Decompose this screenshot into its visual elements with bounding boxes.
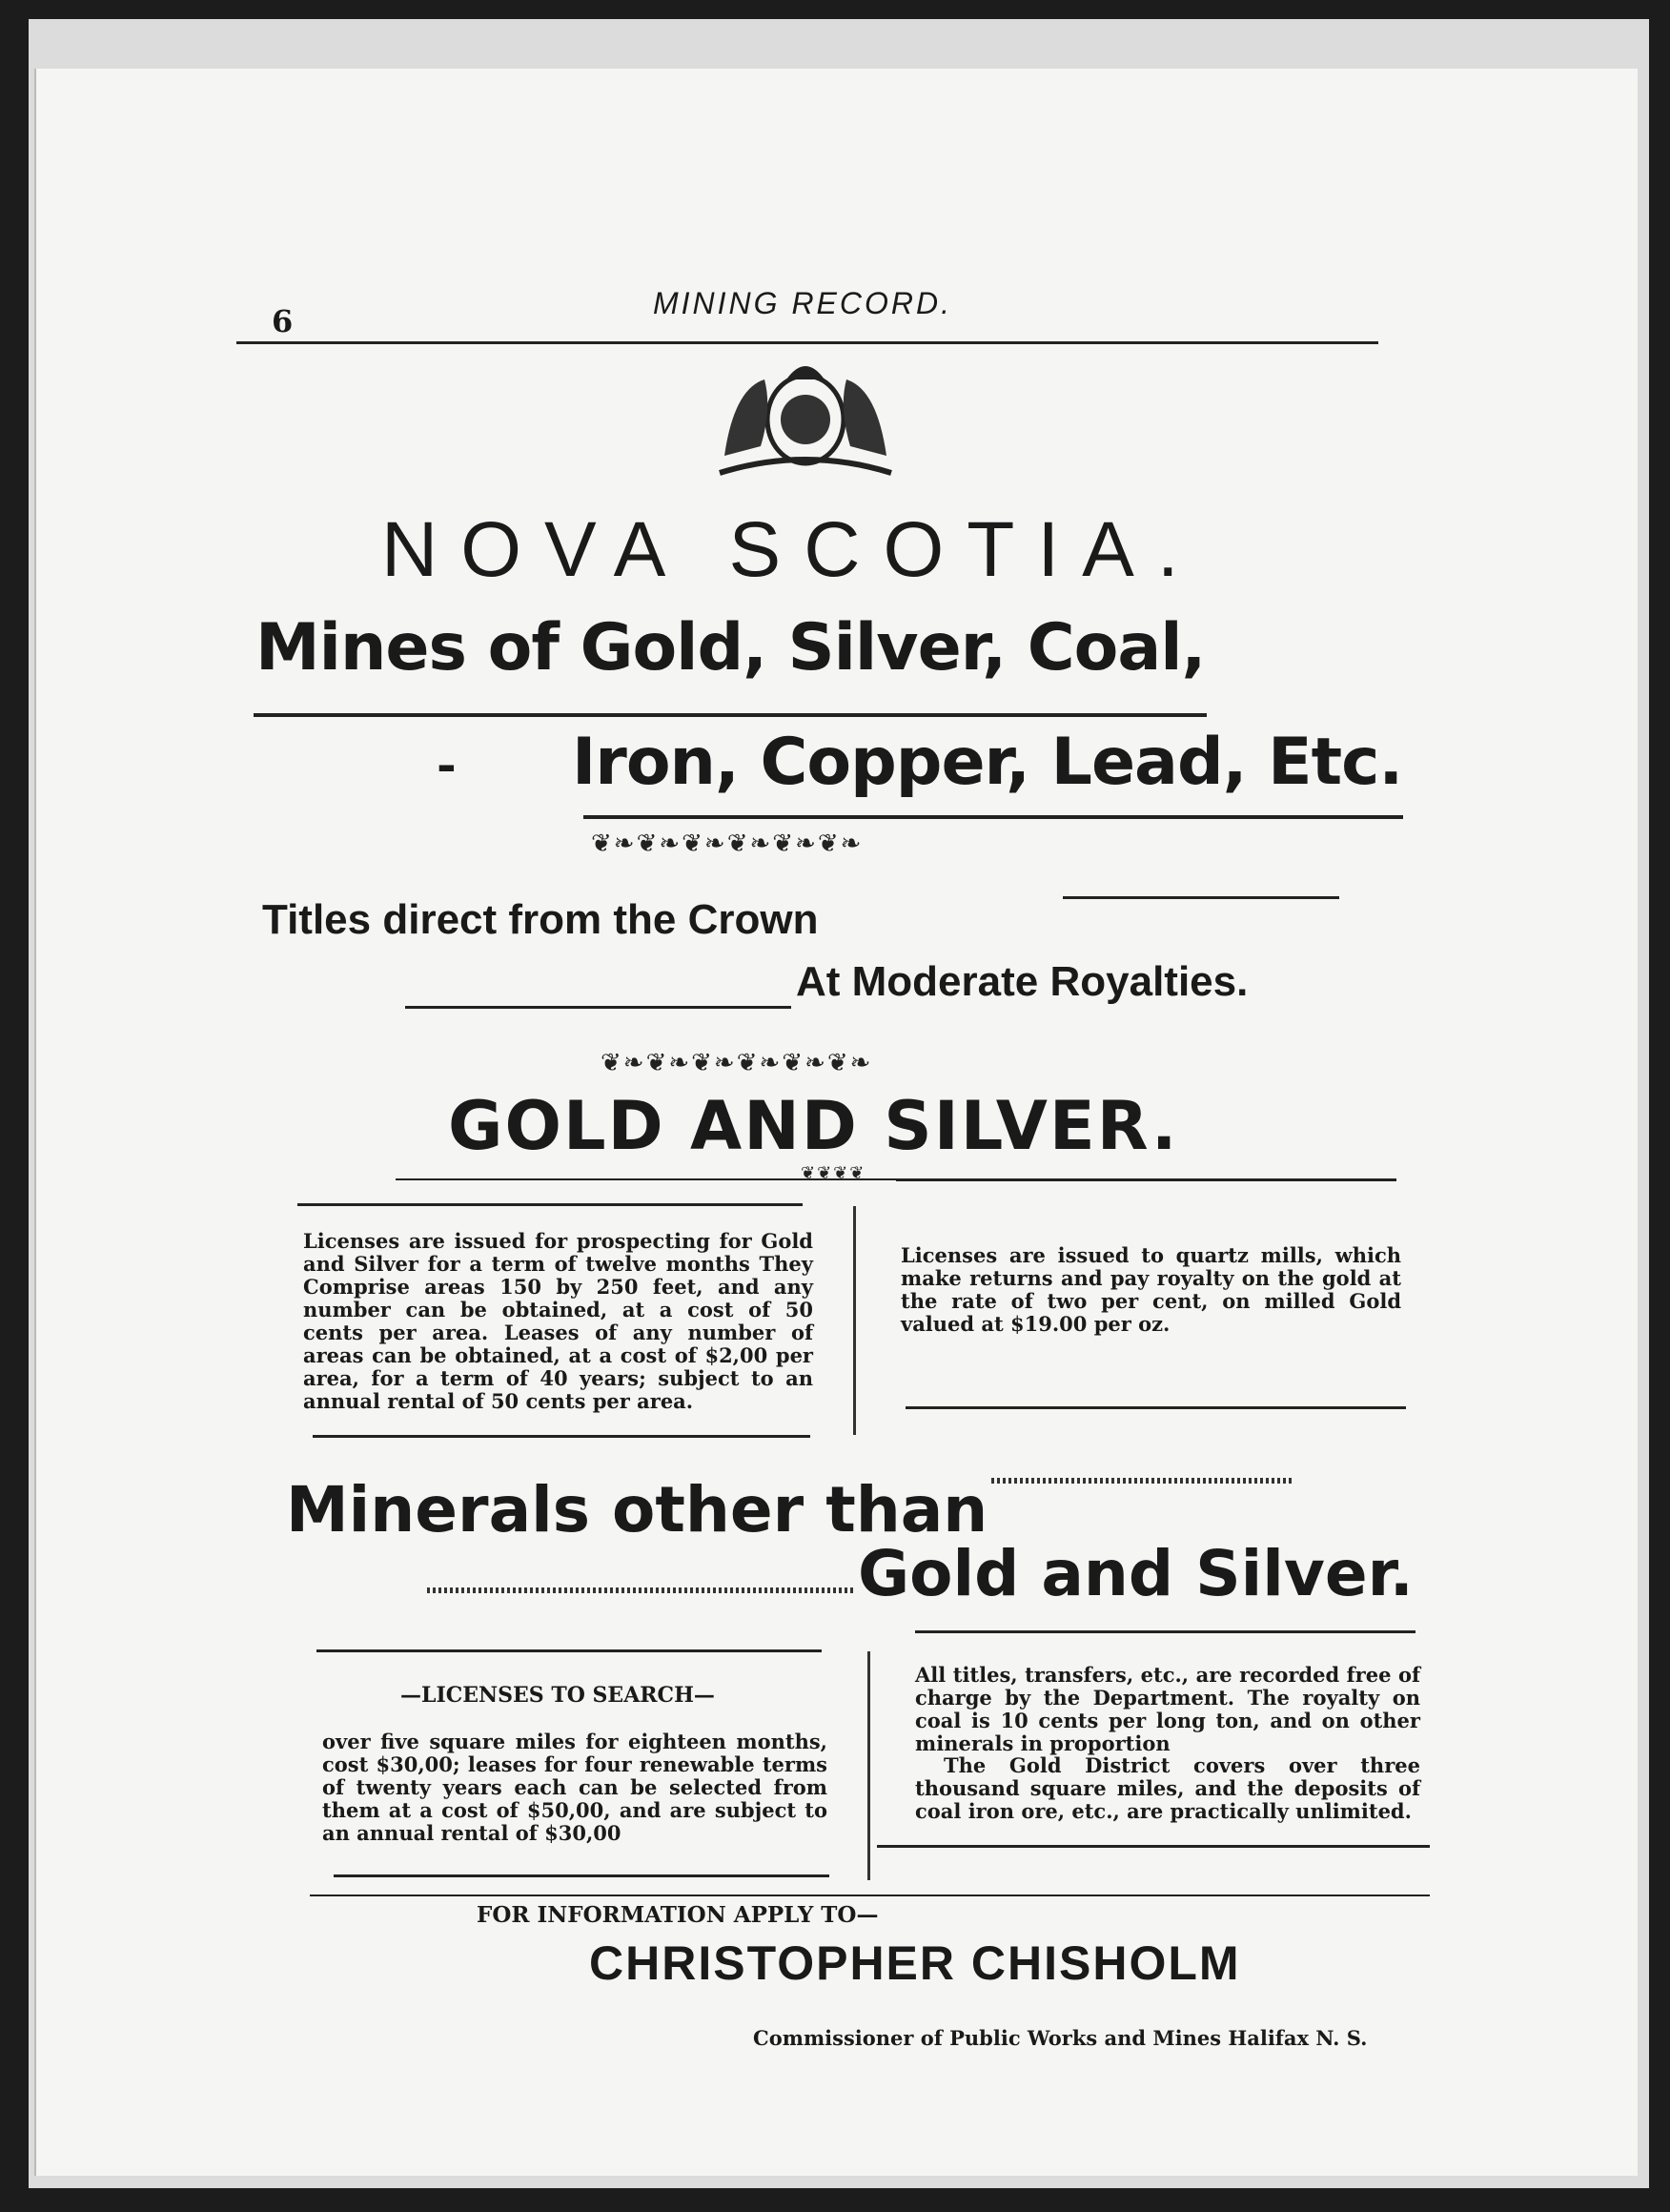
min-left-bottom-rule xyxy=(334,1874,829,1877)
min-right-top-rule xyxy=(915,1630,1415,1633)
gs-right-top-rule xyxy=(896,1178,1396,1181)
ornament-small: ❦❦❦❦ xyxy=(801,1163,866,1183)
gs-left-top-rule xyxy=(297,1203,803,1206)
gs-left-text: Licenses are issued for prospecting for Gold and Silver for a term of twelve months They Comprise areas 150 by 250 feet, and any number can be obtained, at a cost of 50 cents per area. Leases of any number of areas can be obtained, at a cost of $2,00 per area, for a term of 40 years; subject to an annual rental of 50 cents per area. xyxy=(303,1229,813,1413)
gold-silver-heading: GOLD AND SILVER. xyxy=(448,1087,1179,1165)
min-left-text: over five square miles for eighteen months, cost $30,00; leases for four renewable terms of twenty years each can be selected from them at a cost of $50,00, and are subject to an annual rental of $30,00 xyxy=(322,1730,827,1845)
running-title: MINING RECORD. xyxy=(653,286,952,320)
min-right-text: All titles, transfers, etc., are recorded free of charge by the Department. The royalty on coal is 10 cents per long ton, and on other minerals in proportion xyxy=(915,1663,1420,1755)
gs-left-bottom-rule xyxy=(313,1435,810,1438)
header-rule xyxy=(236,341,1378,344)
ornament-divider-1: ❦❧❦❧❦❧❦❧❦❧❦❧ xyxy=(591,830,864,858)
minerals-wavy-rule-1 xyxy=(991,1478,1292,1484)
titles-line-1: Titles direct from the Crown xyxy=(262,896,819,943)
min-right-bottom-rule xyxy=(877,1845,1430,1848)
royal-coat-of-arms-icon xyxy=(705,351,906,484)
gs-right-text: Licenses are issued to quartz mills, which make returns and pay royalty on the gold at the rate of two per cent, on milled Gold valued at $19.00 per oz. xyxy=(901,1243,1401,1336)
min-left-top-rule xyxy=(316,1649,822,1652)
gs-column-divider xyxy=(853,1206,856,1435)
licenses-to-search-heading: —LICENSES TO SEARCH— xyxy=(400,1683,715,1708)
footer-rule xyxy=(310,1895,1430,1896)
contact-name: CHRISTOPHER CHISHOLM xyxy=(589,1936,1241,1990)
min-right-text-2: The Gold District covers over three thousand square miles, and the deposits of coal iron ore, etc., are practically unlimited. xyxy=(915,1753,1420,1823)
min-column-divider xyxy=(867,1651,870,1880)
titles-rule-2 xyxy=(405,1006,791,1009)
headline-rule-2 xyxy=(583,815,1403,819)
minerals-heading-line-1: Minerals other than xyxy=(286,1473,988,1546)
headline-dash: - xyxy=(437,736,457,792)
page-number: 6 xyxy=(272,303,294,339)
minerals-wavy-rule-2 xyxy=(427,1587,854,1593)
titles-line-2: At Moderate Royalties. xyxy=(796,958,1249,1005)
headline-line-2: Iron, Copper, Lead, Etc. xyxy=(572,725,1403,800)
ornament-divider-2: ❦❧❦❧❦❧❦❧❦❧❦❧ xyxy=(601,1049,873,1077)
headline-line-1: Mines of Gold, Silver, Coal, xyxy=(255,610,1206,686)
contact-title: Commissioner of Public Works and Mines Halifax N. S. xyxy=(753,2026,1368,2050)
apply-line: FOR INFORMATION APPLY TO— xyxy=(477,1902,879,1928)
minerals-heading-line-2: Gold and Silver. xyxy=(858,1537,1414,1610)
titles-rule-1 xyxy=(1063,896,1339,899)
gs-right-bottom-rule xyxy=(906,1406,1406,1409)
headline-state: NOVA SCOTIA. xyxy=(381,506,1202,593)
headline-rule-1 xyxy=(254,713,1207,717)
